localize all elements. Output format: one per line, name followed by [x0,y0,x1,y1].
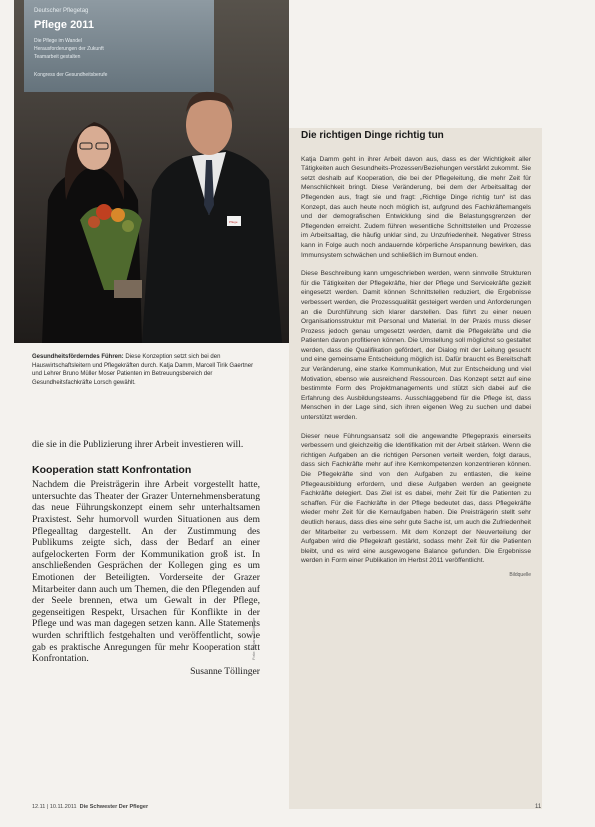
page-footer [32,804,148,810]
photo-illustration [14,0,289,343]
caption-text: Diese Konzeption setzt sich bei den Hauswirtschaftsleitern und Pflegekräften durch. Katja Damm, Marcell Tirik Gaertner und Lehrer Bruno Müller Moser Patienten im Betreuungsbereich der Gesundheitsfachkräfte Lorsch gewählt. [32,354,254,386]
sidebar-signature: Bildquelle [509,571,531,578]
intro-text: die sie in die Publizierung ihrer Arbeit investieren will. [32,439,244,450]
left-article-column [32,439,260,677]
sidebar-paragraph: Diese Beschreibung kann umgeschrieben werden, wenn sinnvolle Strukturen für die Tätigkeiten der Pflegekräfte, hier der Pflege und Servicekräfte gezielt eingesetzt werden. Damit können Schnittstellen reduziert, die Ergebnisse verbessert werden, die Prozessqualität gesteigert werden und Anforderungen an die Durchführung sich klarer darstellen. Das führt zu einer neuen Organisationsstruktur mit Personal und Material. In der Praxis muss dieser Prozess jedoch genau umgesetzt werden, damit die Pflegekräfte und die Patienten davon profitieren können. Die Umstellung soll möglichst so gestaltet werden, dass die Qualifikation gefördert, der Dialog mit der Leitung gesucht und eine gemeinsame Entscheidung möglich ist. Dafür braucht es Bereitschaft zur Veränderung, eine starke Kommunikation, Mut zur Entscheidung und viel Motivation, ebenso wie ausreichend Ressourcen. Das Konzept setzt auf eine bestimmte Form des Projektmanagements und stützt sich dabei auf die Erfahrung des Ausbildungsteams. Ausschlaggebend für die Pflege ist, dass Menschen in der Lage sind, sich ihren eigenen Weg zu suchen und dabei unterstützt werden. [301,270,531,422]
body-text: Nachdem die Preisträgerin ihre Arbeit vorgestellt hatte, untersuchte das Theater der Grazer Unternehmensberatung das neue Führungskonzept einem sehr unterhaltsamen Praxistest. Sehr humorvoll wurden Situationen aus dem Pflegealltag dargestellt. An der Zustimmung des Publikums zeigte sich, dass der Bedarf an einer aufgelockerten Form der Kommunikation groß ist. In anschließenden Gesprächen der Kollegen ging es um Emotionen der Beteiligten. Vorderseite der Grazer Mitarbeiter dann auch um Themen, die den Pflegenden auf der Seele brennen, etwa um Gewalt in der Pflege, gegenseitigen Respekt, Ursachen für Konflikte in der Pflege und was man dagegen setzen kann. Alle Statements wurden schriftlich festgehalten und veröffentlicht, sowie gab es praktische Anregungen für mehr Kooperation statt Konfrontation. [32,479,260,665]
banner-line1: Deutscher Pflegetag [34,8,89,14]
photo-caption [32,353,257,387]
photo-credit: Foto: Susanne Töllinger [251,617,256,660]
woman-face [77,126,111,170]
sidebar-content [301,131,531,581]
banner-line: Herausforderungen der Zukunft [34,46,104,52]
section-heading: Kooperation statt Konfrontation [32,463,192,476]
issue-info: 12.11 | 10.11.2011 [32,804,77,810]
sidebar-paragraph: Katja Damm geht in ihrer Arbeit davon aus, dass es der Wichtigkeit aller Tätigkeiten auch Gesundheits-Prozessen/Beziehungen verstärkt zukommt. Sie setzt deshalb auf Kooperation, die bei der Pflegeleitung, die mehr Zeit für Menschlichkeit bringt. Diese Veränderung, bei dem der Arbeitsalltag der Pflegenden aus, fragt sie und fragt: „Richtige Dinge richtig tun“ ist das Konzept, das auch heute noch möglich ist, aufgrund des Fachkräftemangels und der demografischen Entwicklung sind die Belastungsgrenzen der Pflegenden erreicht. Zudem führen wesentliche Schnittstellen und Prozesse im Arbeitsalltag, die häufig unklar sind, zu Unzufriedenheit. Negativer Stress kann in Folge auch noch andauernde körperliche Anspannung bewirken, das Immunsystem schwächen und schließlich im Burnout enden. [301,155,531,259]
author-name: Susanne Töllinger [190,665,260,677]
sidebar-heading: Die richtigen Dinge richtig tun [301,130,444,141]
magazine-name: Die Schwester Der Pfleger [79,804,149,810]
award-package [114,280,142,298]
banner-title: Pflege 2011 [34,19,94,31]
sidebar-paragraph: Dieser neue Führungsansatz soll die angewandte Pflegepraxis einerseits verbessern und gleichzeitig die Identifikation mit der Arbeit stärken. Wenn die richtigen Aufgaben an die richtigen Personen verteilt werden, folgt daraus, dass sich Fachkräfte mehr auf ihre Kernkompetenzen konzentrieren können. Die Pflegekräfte sind von den Aufgaben zu entlasten, die keine Pflegeausbildung erfordern, und diese Aufgaben werden an geeignete Fachkräfte delegiert. Das Ziel ist es dabei, mehr Zeit für die Patienten zu schaffen. Für die Fachkräfte in der Pflege bedeutet das, dass Pflegekräfte wieder mehr Zeit für die Kernaufgaben haben. Die Preisträgerin stellt sehr deutlich heraus, dass dies eine sehr gute Sache ist, um auch die Zufriedenheit der Mitarbeiter zu verbessern. Mit dem Konzept der Neuverteilung der Aufgaben wird die Pflegekraft gestärkt, sodass mehr Zeit für die Patienten bleibt, und es wird eine ausgewogene Balance gefunden. Die Ergebnisse werden in Form einer Publikation im Herbst 2011 veröffentlicht. [301,432,531,565]
banner-footer: Kongress der Gesundheitsberufe [34,72,108,78]
banner-line: Teamarbeit gestalten [34,54,81,60]
banner-line: Die Pflege im Wandel [34,38,82,44]
event-photo [14,0,289,343]
name-badge-text: Pflege [229,220,238,224]
page-number: 11 [535,804,542,810]
caption-title: Gesundheitsförderndes Führen: [32,354,124,360]
